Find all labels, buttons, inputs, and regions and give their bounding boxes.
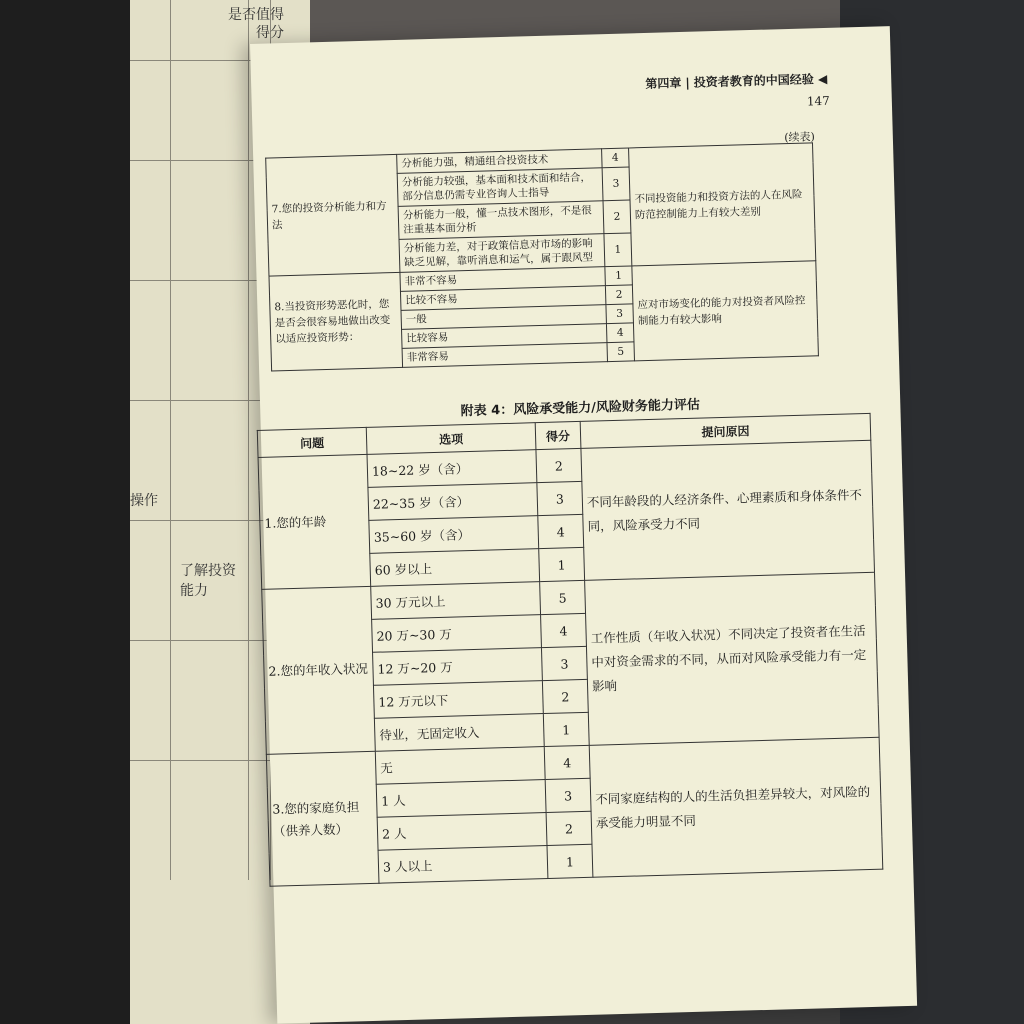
score-cell: 1	[543, 712, 589, 746]
score-cell: 4	[541, 613, 587, 647]
score-cell: 1	[605, 266, 633, 286]
question-cell: 1.您的年龄	[258, 454, 371, 589]
separator: |	[685, 75, 691, 90]
option-cell: 无	[375, 747, 545, 785]
risk-assessment-table	[257, 413, 884, 887]
option-cell: 分析能力较强，基本面和技术面和结合，部分信息仍需专业咨询人士指导	[397, 168, 603, 207]
question-cell: 7.您的投资分析能力和方法	[266, 154, 400, 276]
score-cell: 5	[540, 580, 586, 614]
reason-cell: 不同家庭结构的人的生活负担差异较大，对风险的承受能力明显不同	[589, 737, 883, 877]
score-cell: 2	[603, 200, 631, 234]
option-cell: 一般	[401, 305, 606, 330]
header-question: 问题	[257, 427, 367, 457]
reason-cell: 工作性质（年收入状况）不同决定了投资者在生活中对资金需求的不同，从而对风险承受能力有一定影响	[585, 572, 879, 745]
option-cell: 非常容易	[402, 343, 607, 368]
score-cell: 1	[547, 844, 593, 878]
option-cell: 18~22 岁（含）	[367, 450, 537, 488]
option-cell: 60 岁以上	[370, 549, 540, 587]
book-page	[250, 26, 917, 1023]
option-cell: 22~35 岁（含）	[368, 483, 538, 521]
running-head	[645, 70, 827, 92]
option-cell: 1 人	[376, 780, 546, 818]
facing-page-fragment: 了解投资	[180, 563, 236, 579]
option-cell: 30 万元以上	[371, 582, 541, 620]
score-cell: 5	[607, 342, 635, 362]
continued-label: (续表)	[784, 130, 815, 145]
score-cell: 2	[546, 811, 592, 845]
facing-page-rule	[248, 0, 249, 880]
score-cell: 2	[605, 285, 633, 305]
reason-cell: 不同投资能力和投资方法的人在风险防范控制能力上有较大差别	[629, 143, 816, 266]
header-option: 选项	[366, 423, 536, 455]
background-left	[0, 0, 130, 1024]
option-cell: 待业，无固定收入	[374, 714, 544, 752]
option-cell: 非常不容易	[400, 267, 605, 292]
question-cell: 3.您的家庭负担（供养人数）	[266, 751, 379, 886]
header-score: 得分	[535, 421, 581, 449]
score-cell: 3	[602, 167, 630, 201]
facing-page-fragment: 得分	[256, 25, 284, 41]
option-cell: 分析能力一般，懂一点技术图形，不是很注重基本面分析	[398, 201, 604, 240]
option-cell: 比较不容易	[400, 286, 605, 311]
facing-page-rule	[170, 0, 171, 880]
option-cell: 35~60 岁（含）	[369, 516, 539, 554]
arrow-icon: ◀	[817, 71, 828, 87]
reason-cell: 应对市场变化的能力对投资者风险控制能力有较大影响	[632, 261, 819, 361]
score-cell: 4	[606, 323, 634, 343]
score-cell: 4	[538, 514, 584, 548]
option-cell: 12 万元以下	[373, 681, 543, 719]
chapter-title: 投资者教育的中国经验	[693, 72, 814, 90]
option-cell: 分析能力强，精通组合投资技术	[397, 149, 602, 174]
score-cell: 3	[606, 304, 634, 324]
continued-table	[265, 142, 819, 371]
score-cell: 2	[542, 679, 588, 713]
facing-page-fragment: 是否值得	[228, 7, 284, 23]
score-cell: 4	[602, 148, 630, 168]
header-reason: 提问原因	[580, 413, 871, 448]
score-cell: 4	[544, 745, 590, 779]
option-cell: 2 人	[377, 813, 547, 851]
score-cell: 2	[536, 448, 582, 482]
question-cell: 8.当投资形势恶化时，您是否会很容易地做出改变以适应投资形势：	[269, 272, 403, 371]
option-cell: 3 人以上	[378, 846, 548, 884]
score-cell: 3	[541, 646, 587, 680]
option-cell: 12 万~20 万	[373, 648, 543, 686]
facing-page-fragment: 操作	[130, 493, 158, 509]
facing-page-fragment: 能力	[180, 583, 208, 599]
score-cell: 3	[537, 481, 583, 515]
page-number: 147	[806, 93, 831, 109]
option-cell: 比较容易	[402, 324, 607, 349]
score-cell: 1	[604, 233, 632, 267]
chapter-label: 第四章	[645, 75, 682, 91]
score-cell: 3	[545, 778, 591, 812]
question-cell: 2.您的年收入状况	[262, 586, 376, 754]
reason-cell: 不同年龄段的人经济条件、心理素质和身体条件不同，风险承受力不同	[581, 440, 875, 580]
option-cell: 分析能力差，对于政策信息对市场的影响缺乏见解，靠听消息和运气，属于跟风型	[399, 234, 605, 273]
table-title: 附表 4：风险承受能力/风险财务能力评估	[460, 397, 701, 420]
score-cell: 1	[539, 547, 585, 581]
option-cell: 20 万~30 万	[372, 615, 542, 653]
